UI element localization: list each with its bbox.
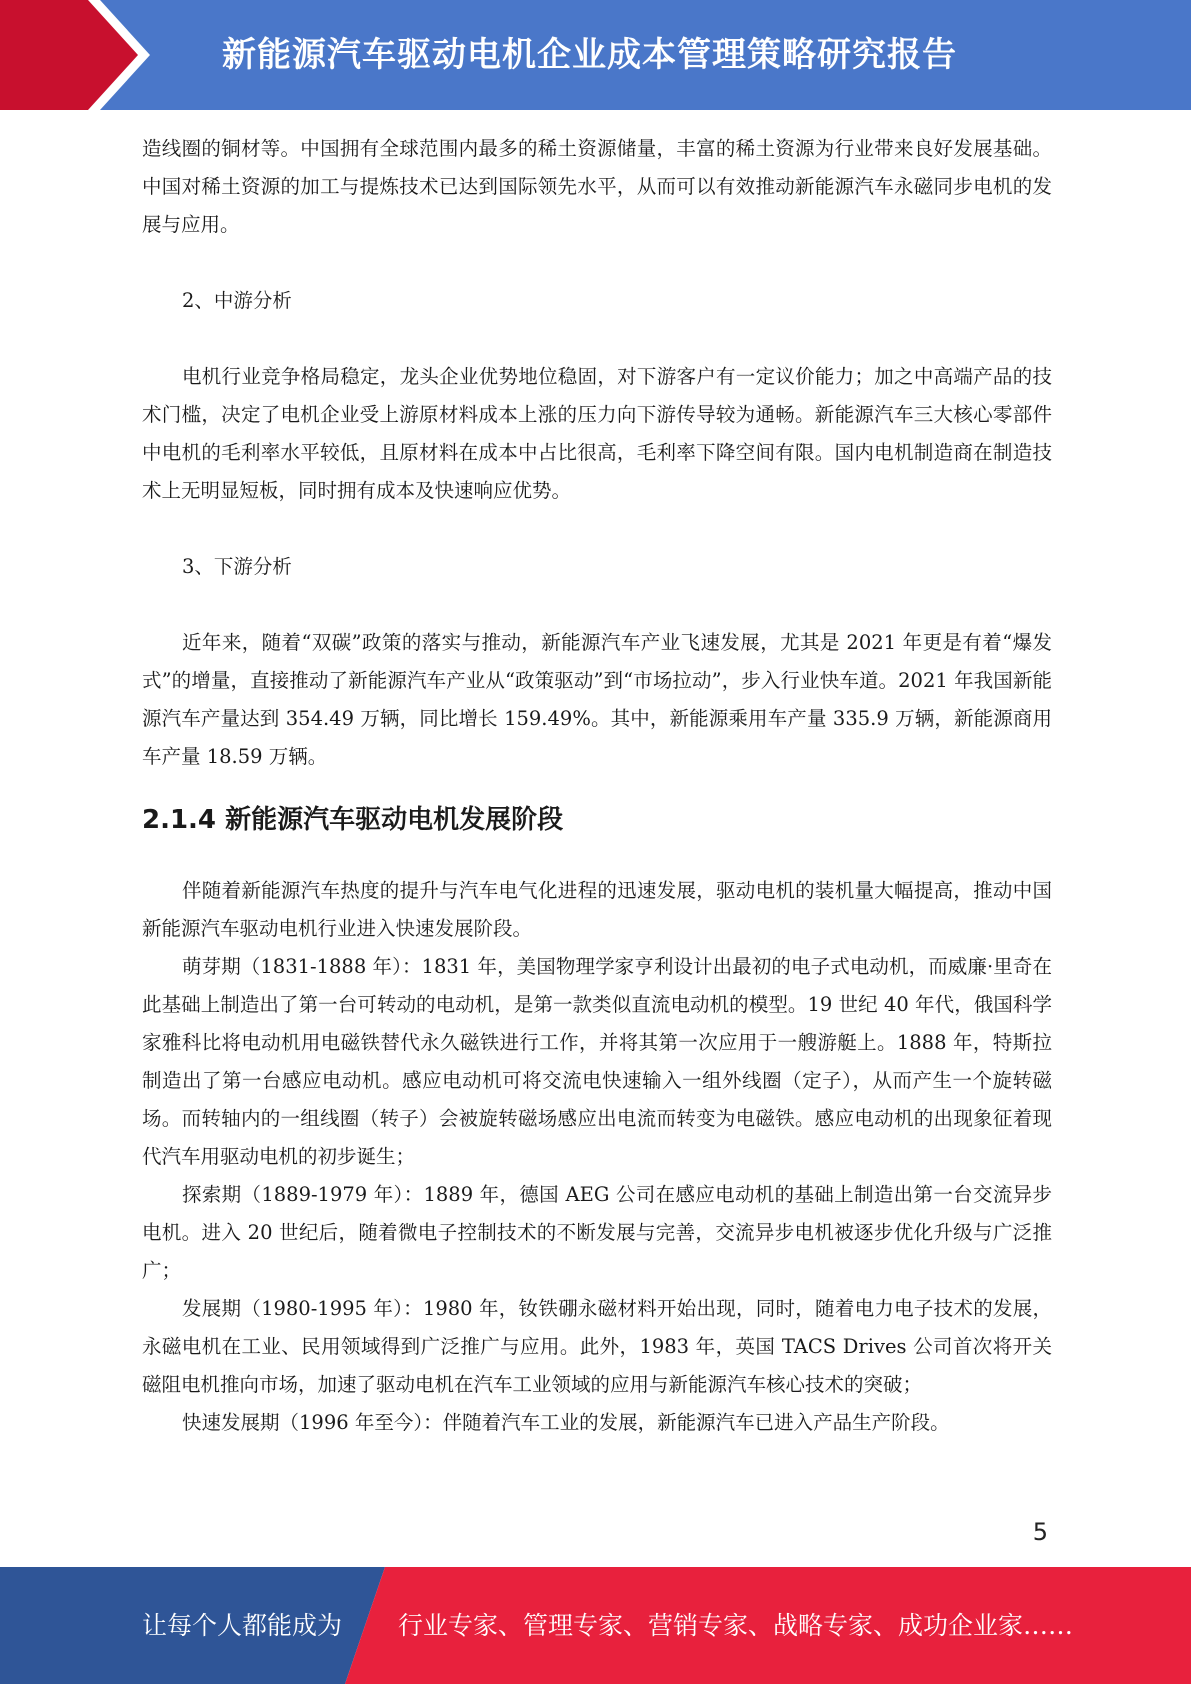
- page-number: 5: [1032, 1518, 1048, 1546]
- report-title: 新能源汽车驱动电机企业成本管理策略研究报告: [222, 35, 957, 75]
- paragraph-sprout-stage: 萌芽期（1831-1888 年）：1831 年，美国物理学家亨利设计出最初的电子式电动机，而威廉·里奇在此基础上制造出了第一台可转动的电动机，是第一款类似直流电动机的模型。19 世纪 40 年代，俄国科学家雅科比将电动机用电磁铁替代永久磁铁进行工作，并将其第一次应用于一艘游艇上。1888 年，特斯拉制造出了第一台感应电动机。感应电动机可将交流电快速输入一组外线圈（定子），从而产生一个旋转磁场。而转轴内的一组线圈（转子）会被旋转磁场感应出电流而转变为电磁铁。感应电动机的出现象征着现代汽车用驱动电机的初步诞生；: [142, 955, 1052, 1168]
- paragraph-rapid-stage: 快速发展期（1996 年至今）：伴随着汽车工业的发展，新能源汽车已进入产品生产阶段。: [182, 1411, 950, 1434]
- page-footer: [0, 1567, 1191, 1684]
- section-heading: 2.1.4 新能源汽车驱动电机发展阶段: [142, 805, 564, 835]
- header-chevron-icon: [0, 0, 160, 110]
- footer-slogan-left: 让每个人都能成为: [142, 1611, 343, 1640]
- paragraph-upstream-continued: 造线圈的铜材等。中国拥有全球范围内最多的稀土资源储量，丰富的稀土资源为行业带来良好发展基础。中国对稀土资源的加工与提炼技术已达到国际领先水平，从而可以有效推动新能源汽车永磁同步电机的发展与应用。: [142, 137, 1052, 236]
- page-content: [142, 130, 1052, 1442]
- page-header: [0, 0, 1191, 110]
- paragraph-midstream: 电机行业竞争格局稳定，龙头企业优势地位稳固，对下游客户有一定议价能力；加之中高端产品的技术门槛，决定了电机企业受上游原材料成本上涨的压力向下游传导较为通畅。新能源汽车三大核心零部件中电机的毛利率水平较低，且原材料在成本中占比很高，毛利率下降空间有限。国内电机制造商在制造技术上无明显短板，同时拥有成本及快速响应优势。: [142, 365, 1052, 502]
- subheading-midstream: 2、中游分析: [182, 289, 292, 312]
- paragraph-develop-stage: 发展期（1980-1995 年）：1980 年，钕铁硼永磁材料开始出现，同时，随着电力电子技术的发展，永磁电机在工业、民用领域得到广泛推广与应用。此外，1983 年，英国 TACS Drives 公司首次将开关磁阻电机推向市场，加速了驱动电机在汽车工业领域的应用与新能源汽车核心技术的突破；: [142, 1297, 1052, 1396]
- paragraph-stage-intro: 伴随着新能源汽车热度的提升与汽车电气化进程的迅速发展，驱动电机的装机量大幅提高，推动中国新能源汽车驱动电机行业进入快速发展阶段。: [142, 879, 1052, 940]
- paragraph-explore-stage: 探索期（1889-1979 年）：1889 年，德国 AEG 公司在感应电动机的基础上制造出第一台交流异步电机。进入 20 世纪后，随着微电子控制技术的不断发展与完善，交流异步电机被逐步优化升级与广泛推广；: [142, 1183, 1052, 1282]
- paragraph-downstream: 近年来，随着“双碳”政策的落实与推动，新能源汽车产业飞速发展，尤其是 2021 年更是有着“爆发式”的增量，直接推动了新能源汽车产业从“政策驱动”到“市场拉动”，步入行业快车道。2021 年我国新能源汽车产量达到 354.49 万辆，同比增长 159.49%。其中，新能源乘用车产量 335.9 万辆，新能源商用车产量 18.59 万辆。: [142, 631, 1052, 768]
- footer-slogan-right: 行业专家、管理专家、营销专家、战略专家、成功企业家……: [398, 1611, 1074, 1640]
- subheading-downstream: 3、下游分析: [182, 555, 292, 578]
